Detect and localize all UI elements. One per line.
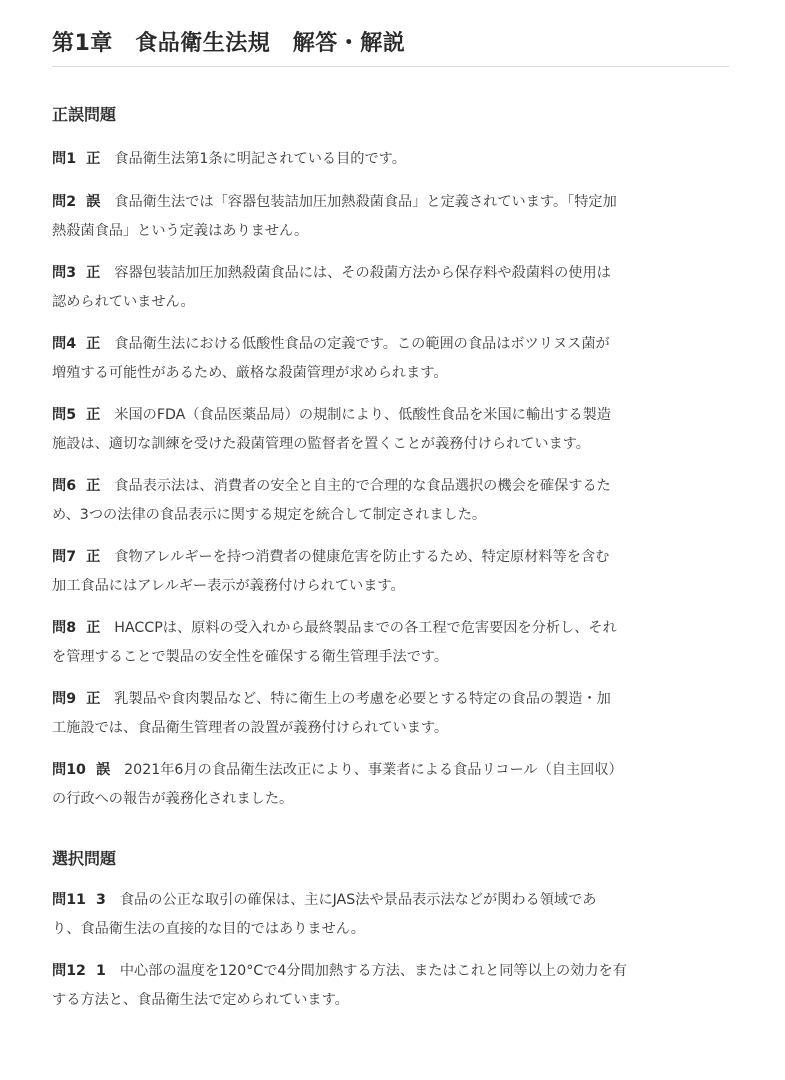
explanation-line: 2021年6月の食品衛生法改正により、事業者による食品リコール（自主回収）	[124, 762, 623, 778]
answer-mark: 正	[86, 265, 101, 281]
answer-item-3	[52, 259, 732, 317]
explanation-line: 施設は、適切な訓練を受けた殺菌管理の監督者を置くことが義務付けられています。	[52, 436, 590, 452]
answer-mark: 誤	[86, 194, 101, 210]
answer-item-11	[52, 886, 732, 944]
question-number: 問1	[52, 151, 77, 167]
answer-mark: 1	[95, 963, 106, 979]
answer-mark: 正	[86, 478, 101, 494]
answer-item-2	[52, 188, 732, 246]
question-number: 問9	[52, 691, 77, 707]
explanation-line: HACCPは、原料の受入れから最終製品までの各工程で危害要因を分析し、それ	[114, 620, 617, 636]
answer-item-12	[52, 957, 732, 1015]
explanation-line: 乳製品や食肉製品など、特に衛生上の考慮を必要とする特定の食品の製造・加	[114, 691, 611, 707]
explanation-line: 加工食品にはアレルギー表示が義務付けられています。	[52, 578, 405, 594]
explanation-line: を管理することで製品の安全性を確保する衛生管理手法です。	[52, 649, 449, 665]
title-divider	[52, 66, 729, 67]
answer-item-1	[52, 145, 732, 174]
question-number: 問12	[52, 963, 86, 979]
question-number: 問10	[52, 762, 86, 778]
answer-mark: 正	[86, 336, 101, 352]
answer-item-5	[52, 401, 732, 459]
answer-item-9	[52, 685, 732, 743]
explanation-line: 熱殺菌食品」という定義はありません。	[52, 223, 309, 239]
answer-mark: 正	[86, 620, 101, 636]
explanation-line: り、食品衛生法の直接的な目的ではありません。	[52, 921, 365, 937]
explanation-line: 中心部の温度を120°Cで4分間加熱する方法、またはこれと同等以上の効力を有	[119, 963, 627, 979]
question-number: 問8	[52, 620, 77, 636]
explanation-line: 増殖する可能性があるため、厳格な殺菌管理が求められます。	[52, 365, 448, 381]
question-number: 問3	[52, 265, 77, 281]
answer-item-6	[52, 472, 732, 530]
question-number: 問7	[52, 549, 77, 565]
answer-mark: 3	[95, 892, 106, 908]
answer-mark: 正	[86, 691, 101, 707]
question-number: 問4	[52, 336, 77, 352]
explanation-line: 工施設では、食品衛生管理者の設置が義務付けられています。	[52, 720, 449, 736]
answer-mark: 正	[86, 549, 101, 565]
explanation-line: め、3つの法律の食品表示に関する規定を統合して制定されました。	[52, 507, 487, 523]
explanation-line: 食物アレルギーを持つ消費者の健康危害を防止するため、特定原材料等を含む	[114, 549, 610, 565]
question-number: 問11	[52, 892, 86, 908]
answer-mark: 正	[86, 407, 101, 423]
explanation-line: 食品衛生法における低酸性食品の定義です。この範囲の食品はボツリヌス菌が	[114, 336, 610, 352]
question-number: 問2	[52, 194, 77, 210]
answer-mark: 誤	[95, 762, 111, 778]
section-heading-choice: 選択問題	[52, 849, 117, 868]
answer-mark: 正	[86, 151, 101, 167]
explanation-line: 認められていません。	[52, 294, 195, 310]
answer-item-8	[52, 614, 732, 672]
answer-item-10	[52, 756, 732, 814]
explanation-line: 容器包装詰加圧加熱殺菌食品には、その殺菌方法から保存料や殺菌料の使用は	[114, 265, 611, 281]
explanation-line: 米国のFDA（食品医薬品局）の規制により、低酸性食品を米国に輸出する製造	[114, 407, 611, 423]
explanation-line: 食品衛生法第1条に明記されている目的です。	[114, 151, 406, 167]
answer-item-7	[52, 543, 732, 601]
explanation-line: する方法と、食品衛生法で定められています。	[52, 992, 349, 1008]
answer-item-4	[52, 330, 732, 388]
question-number: 問6	[52, 478, 77, 494]
explanation-line: 食品衛生法では「容器包装詰加圧加熱殺菌食品」と定義されています。「特定加	[114, 194, 617, 210]
explanation-line: 食品表示法は、消費者の安全と自主的で合理的な食品選択の機会を確保するた	[114, 478, 611, 494]
question-number: 問5	[52, 407, 77, 423]
section-heading-truefalse: 正誤問題	[52, 105, 117, 124]
explanation-line: の行政への報告が義務化されました。	[52, 791, 294, 807]
page-title: 第1章 食品衛生法規 解答・解説	[52, 31, 406, 56]
explanation-line: 食品の公正な取引の確保は、主にJAS法や景品表示法などが関わる領域であ	[119, 892, 597, 908]
